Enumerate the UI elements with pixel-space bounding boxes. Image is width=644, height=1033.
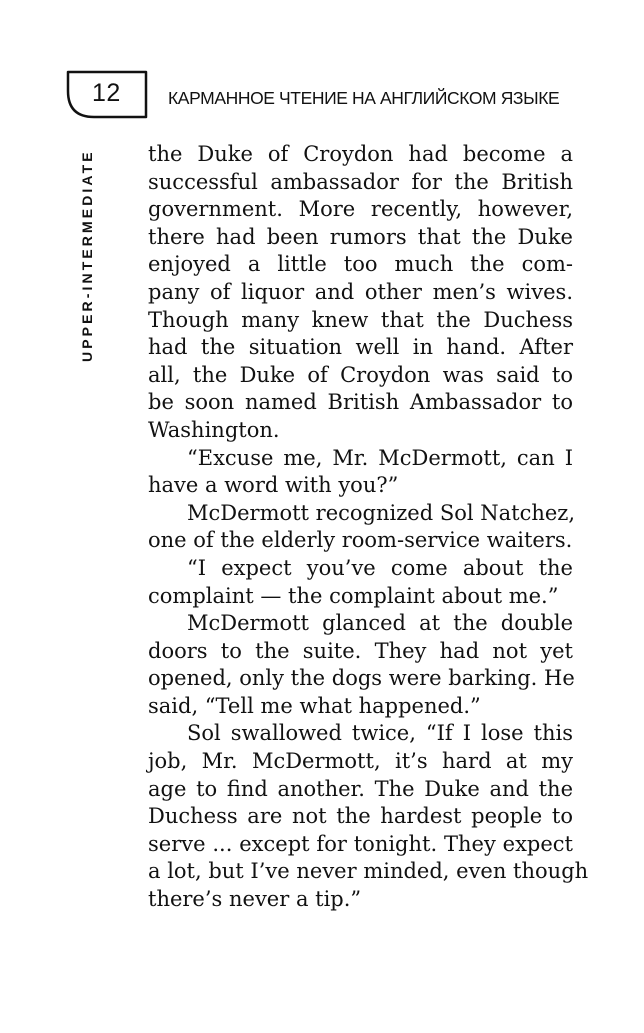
text-line: McDermott glanced at the double	[187, 611, 573, 636]
page-number: 12	[92, 79, 121, 107]
text-line: complaint — the complaint about me.”	[148, 583, 559, 608]
text-line: government. More recently, however,	[148, 197, 573, 222]
text-line: “I expect you’ve come about the	[187, 555, 573, 580]
text-line: doors to the suite. They had not yet	[148, 638, 573, 663]
text-line: a lot, but I’ve never minded, even though	[148, 859, 589, 884]
level-side-label: UPPER-INTERMEDIATE	[79, 149, 95, 362]
text-line: Duchess are not the hardest people to	[148, 804, 573, 829]
text-line: Sol swallowed twice, “If I lose this	[187, 721, 573, 746]
text-line: the Duke of Croydon had become a	[148, 142, 573, 166]
text-line: “Excuse me, Mr. McDermott, can I	[187, 445, 573, 470]
text-line: serve ... except for tonight. They expect	[148, 831, 573, 856]
text-line: had the situation well in hand. After	[148, 335, 573, 360]
text-line: opened, only the dogs were barking. He	[148, 666, 575, 691]
text-line: there’s never a tip.”	[148, 887, 362, 912]
text-line: Washington.	[148, 417, 280, 442]
text-line: said, “Tell me what happened.”	[148, 693, 481, 718]
text-line: have a word with you?”	[148, 473, 399, 498]
text-line: enjoyed a little too much the com-	[148, 252, 573, 277]
text-line: one of the elderly room-service waiters.	[148, 528, 573, 553]
text-line: all, the Duke of Croydon was said to	[148, 362, 573, 387]
text-line: there had been rumors that the Duke	[148, 224, 573, 249]
text-line: age to find another. The Duke and the	[148, 776, 573, 801]
text-line: pany of liquor and other men’s wives.	[148, 279, 573, 304]
running-header-title: КАРМАННОЕ ЧТЕНИЕ НА АНГЛИЙСКОМ ЯЗЫКЕ	[168, 88, 560, 108]
text-line: McDermott recognized Sol Natchez,	[187, 500, 576, 525]
text-line: job, Mr. McDermott, it’s hard at my	[148, 749, 573, 774]
text-line: Though many knew that the Duchess	[148, 307, 573, 332]
text-line: be soon named British Ambassador to	[148, 390, 573, 415]
text-line: successful ambassador for the British	[148, 169, 573, 194]
body-text	[148, 141, 589, 914]
